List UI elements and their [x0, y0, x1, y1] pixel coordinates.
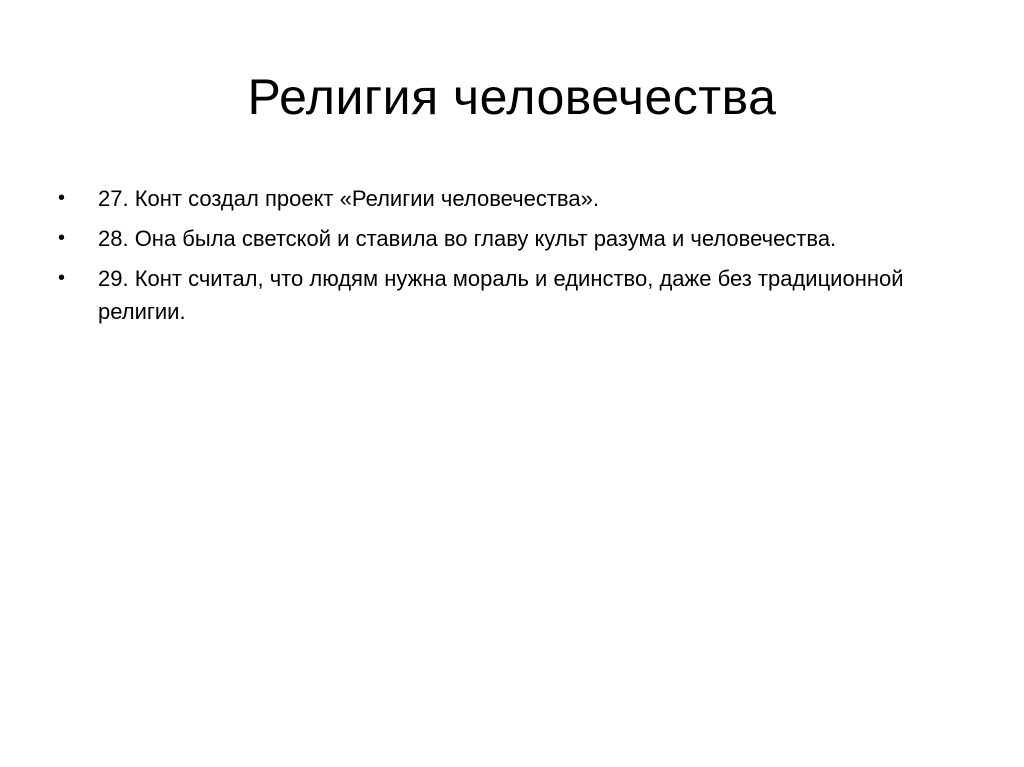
slide-title: Религия человечества: [247, 69, 777, 125]
bullet-text: 29. Конт считал, что людям нужна мораль и единство, даже без традиционной религии.: [98, 266, 904, 324]
bullet-text: 28. Она была светской и ставила во главу культ разума и человечества.: [98, 226, 837, 251]
bullet-marker: •: [58, 267, 66, 289]
bullet-marker: •: [58, 187, 66, 209]
bullet-list: [58, 182, 978, 335]
bullet-marker: •: [58, 227, 66, 249]
bullet-item: [58, 222, 978, 255]
bullet-item: [58, 262, 978, 328]
bullet-text: 27. Конт создал проект «Религии человечества».: [98, 186, 599, 211]
bullet-item: [58, 182, 978, 215]
